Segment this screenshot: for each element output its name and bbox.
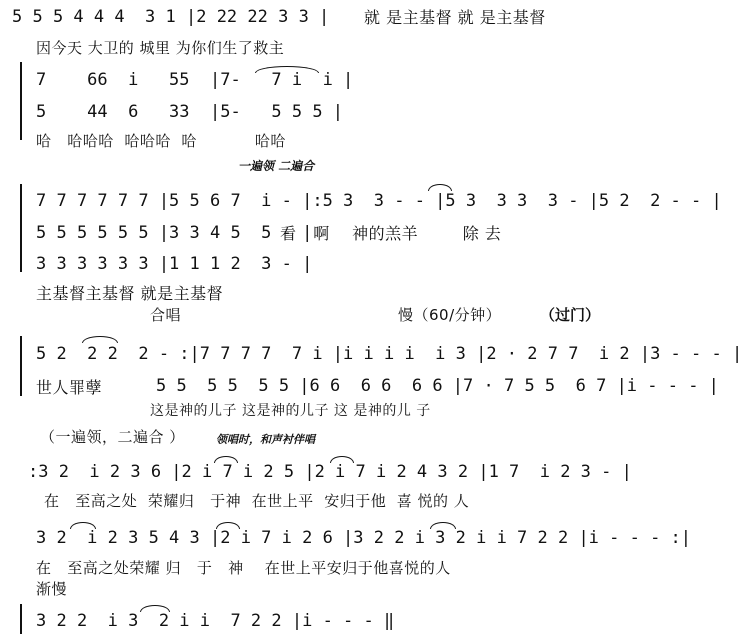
measure-row-6-notes: 3 2 i 2 3 5 4 3 |2 i 7 i 2 6 |3 2 2 i 3 2 i i 7 2 2 |i - - - :| [36, 528, 692, 548]
measure-row-4-mid: 5 5 5 5 5 5 |6 6 6 6 6 6 |7 · 7 5 5 6 7 |i - - - | [156, 376, 719, 396]
label-tempo: 慢（60/分钟） [398, 306, 502, 324]
lyric-row-6: 在 至高之处荣耀 归 于 神 在世上平安归于他喜悦的人 [36, 559, 451, 577]
lyric-row-1a: 就 是主基督 就 是主基督 [364, 8, 546, 27]
slur-mark [330, 456, 354, 463]
measure-row-2-lower: 5 44 6 33 |5- 5 5 5 | [36, 102, 344, 122]
system-bracket [20, 184, 22, 272]
label-interlude: （过门） [540, 306, 601, 324]
annotation-lead-chorus: 一遍领 二遍合 [238, 159, 315, 173]
slur-mark [214, 456, 238, 463]
measure-row-1-notes: 5 5 5 4 4 4 3 1 |2 22 22 3 3 | [12, 7, 330, 27]
lyric-row-1b: 因今天 大卫的 城里 为你们生了救主 [36, 39, 285, 57]
label-slowing: 渐慢 [36, 580, 68, 598]
slur-mark [216, 522, 240, 529]
slur-mark [430, 522, 456, 529]
system-bracket [20, 62, 22, 140]
lyric-row-5: 在 至高之处 荣耀归 于神 在世上平 安归于他 喜 悦的 人 [44, 492, 470, 510]
lyric-row-3: 主基督主基督 就是主基督 [36, 284, 224, 303]
measure-row-3-mid: 5 5 5 5 5 5 |3 3 4 5 5 - | [36, 223, 313, 243]
label-chorus: 合唱 [150, 306, 182, 324]
system-bracket [20, 604, 22, 634]
measure-row-4-notes: 5 2 2 2 2 - :|7 7 7 7 7 i |i i i i i 3 |2 · 2 7 7 i 2 |3 - - - | [36, 344, 742, 364]
lyric-row-2: 哈 哈哈哈 哈哈哈 哈 哈哈 [36, 132, 286, 150]
system-bracket [20, 336, 22, 396]
slur-mark [428, 184, 452, 191]
measure-row-3-upper: 7 7 7 7 7 7 |5 5 6 7 i - |:5 3 3 - - |5 3 3 3 3 - |5 2 2 - - | [36, 191, 722, 211]
slur-mark [82, 336, 118, 343]
slur-mark [140, 605, 170, 612]
lyric-row-4b: 这是神的儿子 这是神的儿子 这 是神的儿 子 [150, 403, 431, 419]
measure-row-5-notes: :3 2 i 2 3 6 |2 i 7 i 2 5 |2 i 7 i 2 4 3 2 |1 7 i 2 3 - | [28, 462, 632, 482]
slur-mark [255, 66, 319, 73]
slur-mark [70, 522, 96, 529]
measure-row-3-low: 3 3 3 3 3 3 |1 1 1 2 3 - | [36, 254, 313, 274]
lyric-row-4a: 世人罪孽 [36, 378, 103, 397]
lyric-row-3-mid: 看 啊 神的羔羊 除 去 [280, 224, 502, 243]
annotation-lead-chorus-2: （一遍领，二遍合 ） [40, 428, 185, 446]
measure-row-7-notes: 3 2 2 i 3 2 i i 7 2 2 |i - - - ‖ [36, 611, 395, 631]
annotation-harmony: 领唱时，和声衬伴唱 [216, 433, 315, 446]
measure-row-2-upper: 7 66 i 55 |7- 7 i i | [36, 70, 354, 90]
